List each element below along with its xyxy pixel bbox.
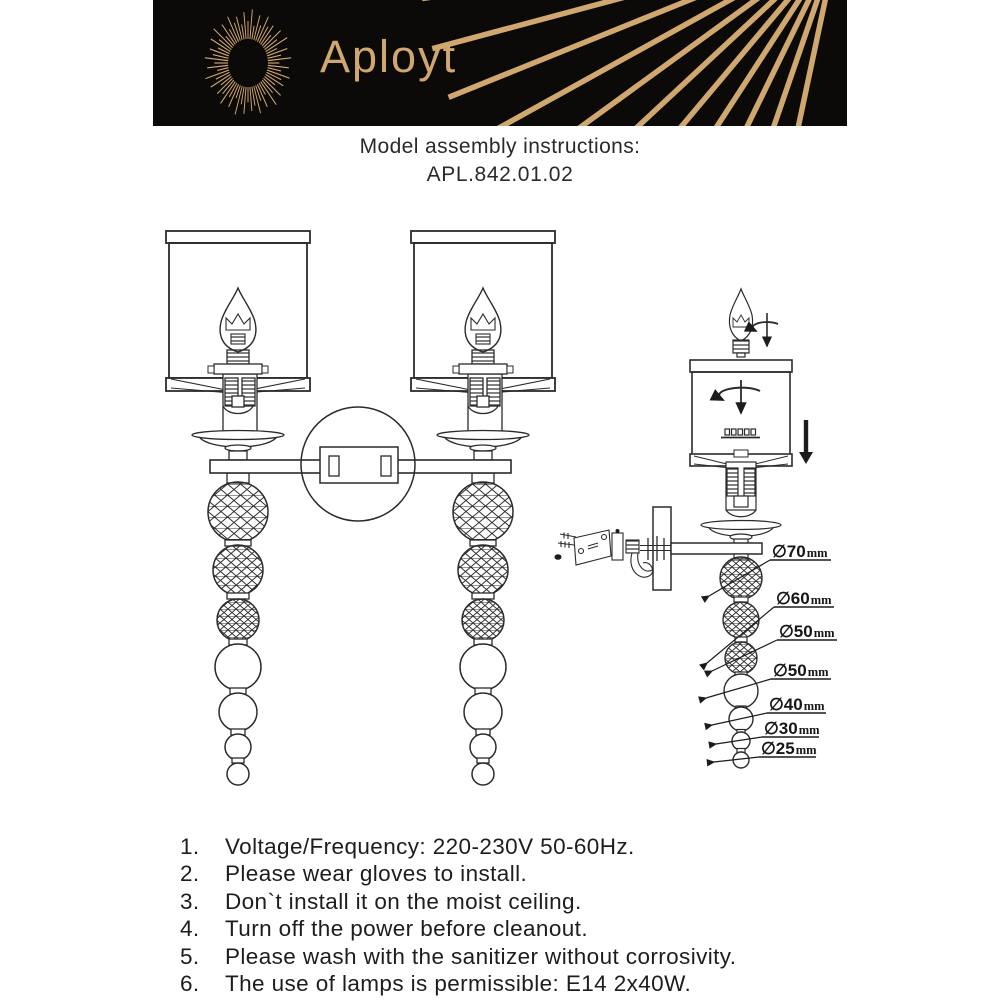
svg-text:∅60mm: ∅60mm (776, 589, 832, 608)
socket-thread (727, 468, 738, 496)
bobeche-base (225, 445, 251, 451)
svg-text:∅25mm: ∅25mm (761, 739, 817, 758)
svg-text:∅50mm: ∅50mm (773, 661, 829, 680)
item-text: Please wash with the sanitizer without corrosivity. (225, 943, 737, 969)
ball-spacer (734, 597, 748, 602)
item-text: Don`t install it on the moist ceiling. (225, 888, 582, 914)
smooth-ball-40 (219, 693, 257, 731)
facet-ball-70-side (720, 557, 762, 599)
ferrule-nub-left (208, 366, 214, 373)
wall-plate-side (653, 507, 671, 590)
instruction-item (180, 833, 900, 860)
item-number: 1. (180, 834, 200, 859)
wire-loop (631, 553, 653, 577)
item-text: Voltage/Frequency: 220-230V 50-60Hz. (225, 834, 635, 859)
lamp-arm-front-right (411, 231, 555, 785)
terminal-block (626, 540, 639, 553)
socket-notch (734, 496, 748, 507)
smooth-ball-25 (227, 763, 249, 785)
rotate-bulb-icon (753, 313, 778, 346)
socket-ferrule (214, 364, 262, 374)
shade-top-band-side (690, 360, 792, 372)
socket-thread (744, 468, 755, 496)
bobeche-disc (192, 431, 284, 440)
ball-spacer (227, 593, 249, 599)
facet-ball-60-side (723, 602, 759, 638)
facet-ball-50-side (725, 642, 757, 674)
junction-screw-left (329, 456, 339, 476)
item-text: The use of lamps is permissible: E14 2x40W. (225, 971, 692, 997)
bulb-e14-base (733, 340, 749, 353)
svg-text:∅40mm: ∅40mm (769, 695, 825, 714)
screw-head (555, 554, 562, 560)
svg-text:∅50mm: ∅50mm (779, 622, 835, 641)
mounting-bracket-hardware (555, 529, 653, 577)
instruction-list (180, 833, 900, 997)
dim-label-50-smooth (706, 661, 831, 698)
bulb-e14-base (227, 350, 249, 364)
shade-top-band (166, 231, 310, 243)
brand-logo-text: Aployt (320, 31, 458, 82)
lamp-arm-front (166, 231, 310, 785)
instruction-item (180, 860, 900, 887)
item-number: 5. (180, 943, 200, 969)
instruction-item (180, 915, 900, 942)
instruction-item (180, 970, 900, 997)
rotate-shade-icon (719, 380, 760, 438)
smooth-ball-30 (225, 734, 251, 760)
arm-bar-side (671, 543, 762, 554)
item-number: 6. (180, 971, 200, 997)
socket-cup (726, 510, 756, 517)
slide-down-arrow (799, 420, 813, 464)
svg-text:∅70mm: ∅70mm (772, 542, 828, 561)
facet-ball-50 (217, 599, 259, 641)
model-number: APL.842.01.02 (426, 163, 574, 186)
item-number: 4. (180, 916, 200, 942)
front-view (166, 231, 555, 785)
ferrule-nub-right (262, 366, 268, 373)
shade-throat (734, 450, 748, 457)
item-number: 2. (180, 861, 200, 887)
item-number: 3. (180, 888, 200, 914)
smooth-ball-50 (215, 644, 261, 690)
instruction-item (180, 943, 900, 970)
facet-ball-60 (213, 545, 263, 595)
mounting-screw (558, 541, 574, 548)
bobeche-disc-side (701, 521, 781, 530)
item-text: Turn off the power before cleanout. (225, 916, 588, 942)
bulb-contact-tip (737, 353, 745, 357)
instruction-item (180, 888, 900, 915)
bracket-plate (612, 533, 623, 560)
junction-screw-right (381, 456, 391, 476)
facet-ball-70 (208, 482, 268, 542)
sheet-title: Model assembly instructions: (359, 135, 641, 158)
socket-notch (232, 396, 244, 407)
stem-upper (229, 451, 247, 460)
thread-ring-icon (721, 429, 760, 438)
item-text: Please wear gloves to install. (225, 861, 528, 887)
bulb-pinch (231, 334, 245, 344)
svg-text:∅30mm: ∅30mm (764, 719, 820, 738)
